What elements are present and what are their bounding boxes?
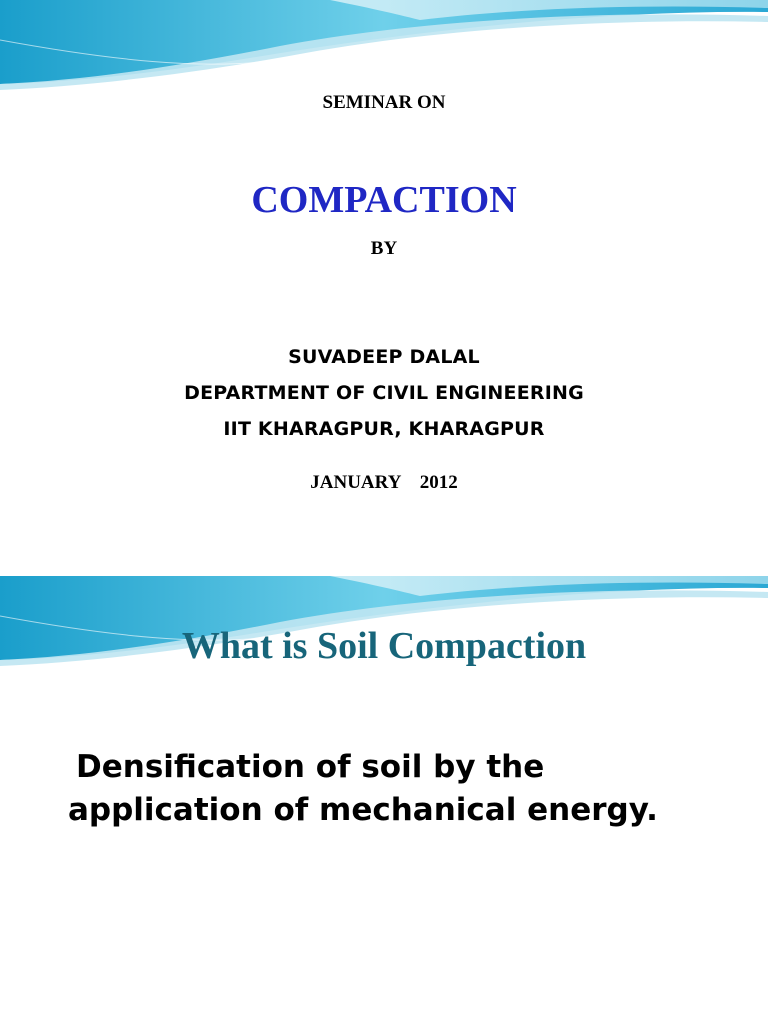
content-slide (0, 576, 768, 1024)
seminar-label: SEMINAR ON (322, 92, 446, 113)
institute-name: IIT KHARAGPUR, KHARAGPUR (223, 418, 545, 440)
slide-heading: What is Soil Compaction (181, 625, 587, 667)
presentation-date: JANUARY 2012 (310, 472, 458, 493)
definition-line-1: Densification of soil by the (76, 749, 545, 785)
definition-line-2: application of mechanical energy. (68, 792, 658, 828)
author-name: SUVADEEP DALAL (288, 346, 480, 368)
presentation-title: COMPACTION (251, 179, 517, 221)
by-label: BY (370, 238, 398, 259)
department-name: DEPARTMENT OF CIVIL ENGINEERING (184, 382, 584, 404)
definition-text (68, 746, 748, 832)
